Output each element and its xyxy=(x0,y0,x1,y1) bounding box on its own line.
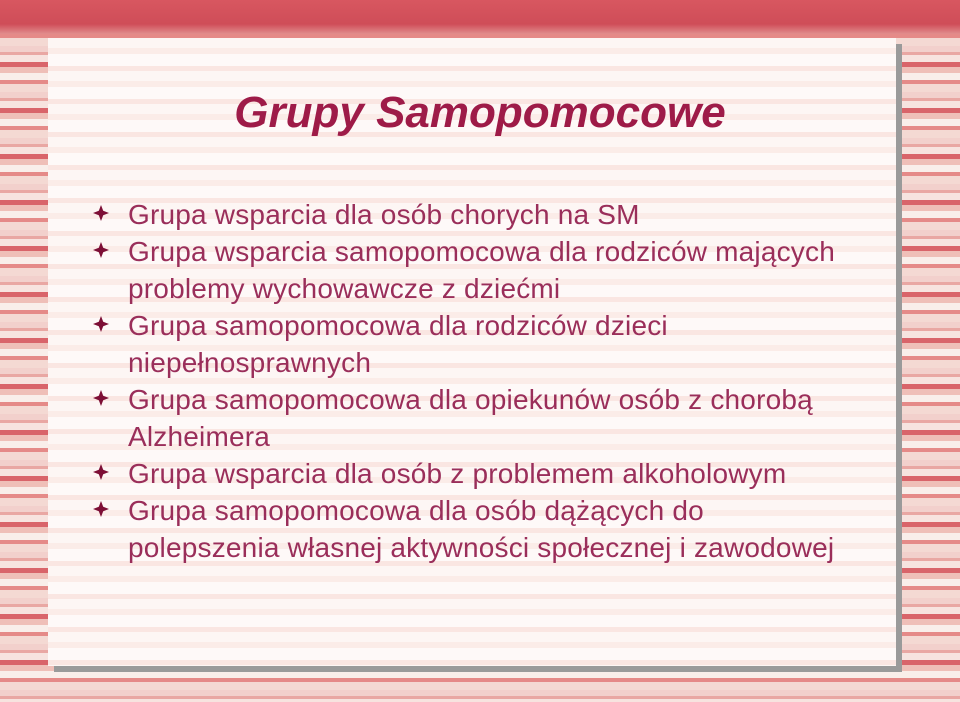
list-item xyxy=(90,307,850,381)
list-item-text: Grupa wsparcia samopomocowa dla rodziców mających problemy wychowawcze z dziećmi xyxy=(128,236,835,304)
top-stripe-band xyxy=(0,0,960,34)
four-point-star-icon xyxy=(92,204,110,222)
list-item-text: Grupa samopomocowa dla osób dążących do polepszenia własnej aktywności społecznej i zawodowej xyxy=(128,495,835,563)
four-point-star-icon xyxy=(92,241,110,259)
bullet-list xyxy=(90,196,850,566)
list-item-text: Grupa wsparcia dla osób chorych na SM xyxy=(128,199,640,230)
list-item-text: Grupa samopomocowa dla rodziców dzieci niepełnosprawnych xyxy=(128,310,668,378)
list-item xyxy=(90,492,850,566)
slide-title: Grupy Samopomocowe xyxy=(234,88,726,137)
list-item-text: Grupa wsparcia dla osób z problemem alkoholowym xyxy=(128,458,787,489)
four-point-star-icon xyxy=(92,315,110,333)
list-item xyxy=(90,455,850,492)
list-item xyxy=(90,233,850,307)
list-item xyxy=(90,381,850,455)
list-item xyxy=(90,196,850,233)
list-item-text: Grupa samopomocowa dla opiekunów osób z chorobą Alzheimera xyxy=(128,384,813,452)
four-point-star-icon xyxy=(92,500,110,518)
four-point-star-icon xyxy=(92,463,110,481)
four-point-star-icon xyxy=(92,389,110,407)
